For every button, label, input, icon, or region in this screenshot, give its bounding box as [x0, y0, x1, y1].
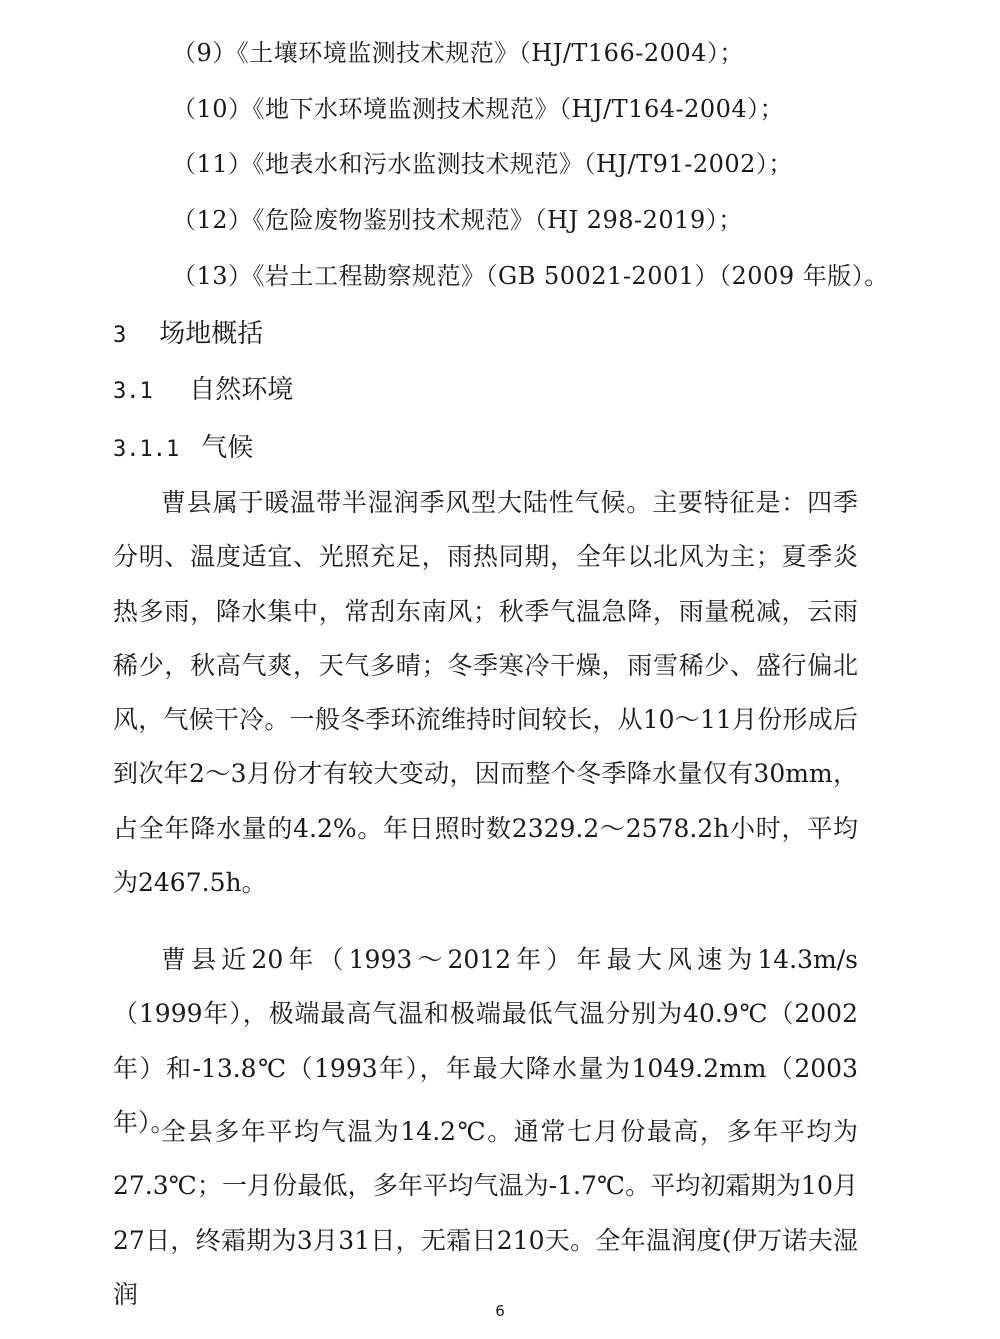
section-title: 场地概括: [159, 319, 264, 349]
reference-item-11: （11）《地表水和污水监测技术规范》（HJ/T91-2002）；: [172, 150, 793, 178]
subsection-heading: [113, 374, 293, 408]
subsubsection-number: 3.1.1: [113, 437, 180, 462]
subsubsection-title: 气候: [201, 433, 254, 463]
reference-item-12: （12）《危险废物鉴别技术规范》（HJ 298-2019）；: [172, 206, 743, 234]
climate-paragraph-2: 曹县近20年（1993～2012年）年最大风速为14.3m/s（1999年），极端最高气温和极端最低气温分别为40.9℃（2002年）和-13.8℃（1993年），年最大降水量为1049.2mm（2003年）。: [113, 945, 858, 1137]
subsection-number: 3.1: [113, 379, 153, 404]
section-heading: [113, 318, 263, 352]
section-number: 3: [113, 323, 127, 348]
climate-paragraph-3: 全县多年平均气温为14.2℃。通常七月份最高，多年平均为27.3℃；一月份最低，多年平均气温为-1.7℃。平均初霜期为10月27日，终霜期为3月31日，无霜日210天。全年温润度(伊万诺夫湿润: [113, 1117, 858, 1309]
reference-item-9: （9）《土壤环境监测技术规范》（HJ/T166-2004）；: [172, 39, 744, 67]
subsubsection-heading: [113, 432, 253, 466]
subsection-title: 自然环境: [189, 375, 294, 405]
reference-item-10: （10）《地下水环境监测技术规范》（HJ/T164-2004）；: [172, 95, 785, 123]
climate-paragraph-1: 曹县属于暖温带半湿润季风型大陆性气候。主要特征是：四季分明、温度适宜、光照充足，雨热同期，全年以北风为主；夏季炎热多雨，降水集中，常刮东南风；秋季气温急降，雨量税减，云雨稀少，秋高气爽，天气多晴；冬季寒冷干燥，雨雪稀少、盛行偏北风，气候干冷。一般冬季环流维持时间较长，从10～11月份形成后到次年2～3月份才有较大变动，因而整个冬季降水量仅有30mm，占全年降水量的4.2%。年日照时数2329.2～2578.2h小时，平均为2467.5h。: [113, 488, 858, 898]
page-number: 6: [495, 1302, 505, 1320]
reference-item-13: （13）《岩土工程勘察规范》（GB 50021-2001）（2009 年版）。: [172, 262, 889, 290]
